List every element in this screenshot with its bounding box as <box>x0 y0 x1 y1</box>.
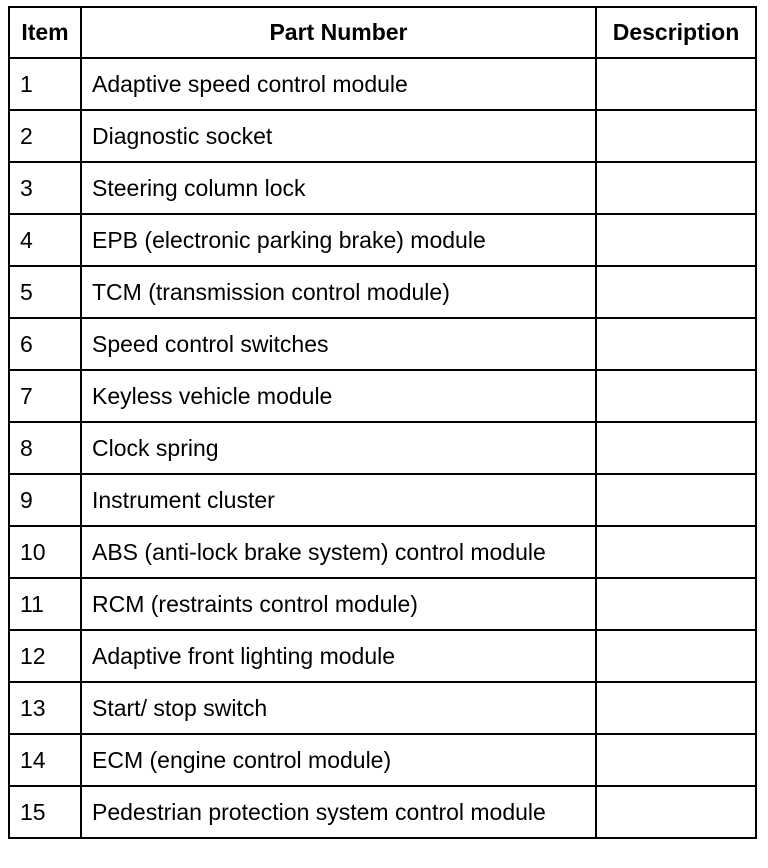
table-header <box>9 7 756 58</box>
part-number-cell: Steering column lock <box>81 162 596 214</box>
item-cell: 9 <box>9 474 81 526</box>
item-cell: 4 <box>9 214 81 266</box>
item-cell: 11 <box>9 578 81 630</box>
part-number-cell: Speed control switches <box>81 318 596 370</box>
part-number-cell: Start/ stop switch <box>81 682 596 734</box>
table-row <box>9 58 756 110</box>
part-number-cell: Adaptive speed control module <box>81 58 596 110</box>
header-part-number: Part Number <box>81 7 596 58</box>
item-cell: 5 <box>9 266 81 318</box>
description-cell <box>596 578 756 630</box>
item-cell: 10 <box>9 526 81 578</box>
item-cell: 3 <box>9 162 81 214</box>
item-cell: 15 <box>9 786 81 838</box>
description-cell <box>596 474 756 526</box>
table-body <box>9 58 756 838</box>
description-cell <box>596 630 756 682</box>
part-number-cell: ABS (anti-lock brake system) control module <box>81 526 596 578</box>
item-cell: 1 <box>9 58 81 110</box>
part-number-cell: Diagnostic socket <box>81 110 596 162</box>
part-number-cell: RCM (restraints control module) <box>81 578 596 630</box>
table-row <box>9 786 756 838</box>
part-number-cell: Pedestrian protection system control module <box>81 786 596 838</box>
header-row <box>9 7 756 58</box>
part-number-cell: Instrument cluster <box>81 474 596 526</box>
header-description: Description <box>596 7 756 58</box>
table-row <box>9 266 756 318</box>
description-cell <box>596 422 756 474</box>
description-cell <box>596 734 756 786</box>
table-row <box>9 474 756 526</box>
table-row <box>9 526 756 578</box>
table-row <box>9 110 756 162</box>
description-cell <box>596 110 756 162</box>
part-number-cell: ECM (engine control module) <box>81 734 596 786</box>
table-row <box>9 162 756 214</box>
description-cell <box>596 58 756 110</box>
table-row <box>9 370 756 422</box>
description-cell <box>596 266 756 318</box>
table-row <box>9 214 756 266</box>
part-number-cell: EPB (electronic parking brake) module <box>81 214 596 266</box>
part-number-cell: Adaptive front lighting module <box>81 630 596 682</box>
part-number-cell: Clock spring <box>81 422 596 474</box>
header-item: Item <box>9 7 81 58</box>
table-row <box>9 630 756 682</box>
item-cell: 12 <box>9 630 81 682</box>
description-cell <box>596 162 756 214</box>
item-cell: 7 <box>9 370 81 422</box>
description-cell <box>596 370 756 422</box>
table-row <box>9 318 756 370</box>
item-cell: 2 <box>9 110 81 162</box>
table-row <box>9 422 756 474</box>
parts-table <box>8 6 757 839</box>
table-row <box>9 734 756 786</box>
item-cell: 13 <box>9 682 81 734</box>
table-row <box>9 578 756 630</box>
description-cell <box>596 526 756 578</box>
item-cell: 6 <box>9 318 81 370</box>
table-row <box>9 682 756 734</box>
description-cell <box>596 786 756 838</box>
description-cell <box>596 682 756 734</box>
item-cell: 14 <box>9 734 81 786</box>
part-number-cell: Keyless vehicle module <box>81 370 596 422</box>
item-cell: 8 <box>9 422 81 474</box>
description-cell <box>596 214 756 266</box>
part-number-cell: TCM (transmission control module) <box>81 266 596 318</box>
description-cell <box>596 318 756 370</box>
